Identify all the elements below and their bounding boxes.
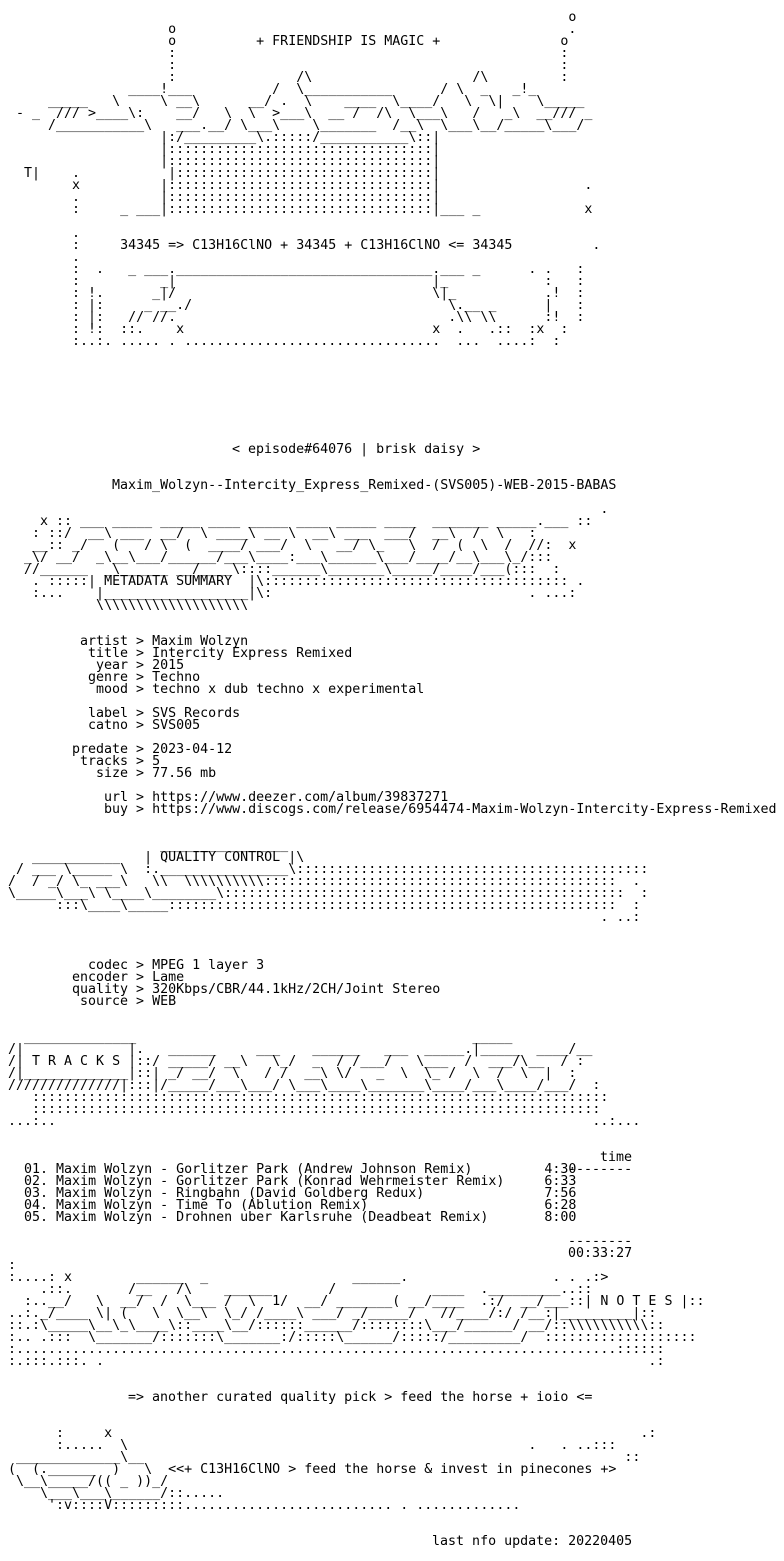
notes-line [96,1380,592,1416]
last-update-line [400,1524,632,1560]
track-number: 01. [24,1162,49,1177]
header-art-line: : . _ ___.________________________________.___ _ . . : [8,262,585,277]
quality-field-row [64,996,440,1008]
footer-ascii-art [8,1428,656,1512]
notes-banner-line: :.. .::: \_______/:::::::\_______:/:::::\______/:::::/_________/ ::::::::::::::::::: [8,1330,697,1345]
track-time: 7:56 [544,1186,577,1201]
metadata-fields [64,636,776,816]
metadata-field-row [64,720,776,732]
quality-banner-line: / / _/ \_ ___\ \\ \\\\\\\\\\:::::::::::::::::::::::::::::::::::::::::::: . [8,874,641,889]
track-list [24,1164,576,1224]
header-art-line: : : [8,58,569,73]
metadata-field-separator: > [128,790,153,805]
track-time: 8:00 [544,1210,577,1225]
header-art-line: : !. _|/ \|_ .! : [8,286,585,301]
footer-art-line: \___\___\______/::..... [8,1486,225,1501]
notes-banner-line: ..:._/____ \| ( \ \__\ \_/ /____\ ___/ _/_____/ //____/:/ /__:|_________|:: [8,1306,657,1321]
metadata-field-row [64,768,776,780]
quality-fields [64,960,440,1008]
quality-field-separator: > [128,994,153,1009]
header-art-line: : /\ /\ : [8,70,569,85]
metadata-field-value: 2015 [152,658,185,673]
tracks-banner-line: ::::::::::::::::::::::::::::::::::::::::::::::::::::::::::::::::::::::: [8,1102,601,1117]
metadata-field-label: title [88,646,129,661]
metadata-field-separator: > [128,802,153,817]
metadata-banner-line: //______ _\______ __/____\::::______\_______\_____/____/___(::: : [8,562,561,577]
time-rule-bottom: -------- [568,1234,633,1249]
metadata-field-value[interactable]: https://www.discogs.com/release/6954474-Maxim-Wolzyn-Intercity-Express-Remixed [152,802,777,817]
quality-banner-line: ________________ [8,838,289,853]
track-number: 05. [24,1210,49,1225]
header-ascii-art [8,12,600,348]
metadata-field-label: size [96,766,129,781]
notes-banner [8,1260,704,1368]
release-line [80,468,616,504]
metadata-banner-line: _\/ __/ _\__\___/______/___\____:___\______\___/____/__\___\_/::: [8,550,553,565]
episode-line [200,432,480,468]
tracks-banner [8,1032,640,1128]
quality-field-label: encoder [71,970,129,985]
quality-banner-line: . ..: [8,910,641,925]
footer-art-line: :..... \ . . ..::: [8,1438,617,1453]
metadata-field-separator: > [128,658,153,673]
header-art-line: |:::::::::::::::::::::::::::::::::| [8,154,441,169]
metadata-field-separator: > [128,706,153,721]
metadata-field-value: 5 [152,754,161,769]
track-title: Maxim Wolzyn - Gorlitzer Park (Konrad Wehrmeister Remix) [56,1174,505,1189]
time-rule-top: -------- [568,1162,633,1177]
metadata-field-separator: > [128,766,153,781]
header-art-line: x |:::::::::::::::::::::::::::::::::| . [8,178,593,193]
quality-banner-line: \_____\___\ \____\________\:::::::::::::::::::::::::::::::::::::::::::::::::: : [8,886,649,901]
notes-banner-line: :...........................................................................:::::: [8,1342,665,1357]
quality-control-banner [8,840,648,924]
quality-banner-line: :::\____\_____:::::::::::::::::::::::::::::::::::::::::::::::::::::::: : [8,898,641,913]
metadata-banner-line: __:: _/ ( / \ ( ____/ ___/ \ __/ \_ \ / ( \ / //: x [8,538,577,553]
header-art-line: T| . |::::::::::::::::::::::::::::::::| [8,166,441,181]
metadata-field-label: predate [71,742,129,757]
header-art-line: : : [8,46,569,61]
tracks-banner-line: //////////////|:::|/_____/___\___/ \___\____\_______\____/___\____/___/ : [8,1078,601,1093]
track-number: 03. [24,1186,49,1201]
metadata-field-label: tracks [79,754,129,769]
metadata-field-value: 2023-04-12 [152,742,233,757]
metadata-field-label: artist [79,634,129,649]
metadata-banner-line: : ::/ __\ ___ __/ \ ____\ __ \ __\ ___ ___/ __\ / \ : [8,526,537,541]
header-art-line: o [8,10,577,25]
footer-art-line: : x .: [8,1426,657,1441]
tracks-banner-line: /|_____________|::| _/ __/ \ / / __\ \/ _ \ \_ / \ / \ | : [8,1066,577,1081]
metadata-summary-banner [8,504,608,612]
quality-field-label: source [79,994,129,1009]
header-art-line: |:::::::::::::::::::::::::::::::::| [8,142,441,157]
notes-text: => another curated quality pick > feed the horse + ioio <= [128,1390,593,1405]
tracks-banner-line: ...:.. ..:... [8,1114,641,1129]
tracks-banner-line: :::::::::::::::::::::::::::::::::::::::::::::::::::::::::::::::::::::::: [8,1090,609,1105]
track-time: 4:30 [544,1162,577,1177]
quality-banner-line: / ___ \_____ \ :.________________\:::::::::::::::::::::::::::::::::::::::::::: [8,862,649,877]
release-name: Maxim_Wolzyn--Intercity_Express_Remixed-(SVS005)-WEB-2015-BABAS [112,478,617,493]
quality-field-separator: > [128,982,153,997]
metadata-field-label: label [88,706,129,721]
quality-field-separator: > [128,970,153,985]
header-art-line [8,216,600,228]
metadata-banner-line: \\\\\\\\\\\\\\\\\\\ [8,598,249,613]
track-number: 02. [24,1174,49,1189]
metadata-field-separator: > [128,646,153,661]
header-art-line: - _ /// >____\: __/ \ \ >___\ __ / /\ \___\ / _\ __/// _ [8,106,593,121]
metadata-field-separator: > [128,634,153,649]
time-column-header: time [600,1150,633,1165]
metadata-field-value: Intercity Express Remixed [152,646,353,661]
header-art-line: /___________\ ___.__/ \___\ \_______ /__\ \___\__/_____\___/ [8,118,585,133]
track-number: 04. [24,1198,49,1213]
episode-text: < episode#64076 | brisk daisy > [232,442,481,457]
track-row [24,1212,576,1224]
header-art-line: : !: ::. x x . .:: :x : [8,322,569,337]
quality-field-label: codec [88,958,129,973]
header-art-line: ____!___ / \___________ / \ _ _!_ [8,82,537,97]
metadata-field-label: mood [96,682,129,697]
metadata-field-value: techno x dub techno x experimental [152,682,425,697]
footer-art-line: ( (.______ ) \ <<+ C13H16ClNO > feed the horse & invest in pinecones +> [8,1462,617,1477]
metadata-field-value: Techno [152,670,201,685]
tracks-banner-line: /| T R A C K S |::/ _____/ __\ \_/ _ / /___/ \___ / ___/\__ / : [8,1054,585,1069]
quality-field-value: Lame [152,970,185,985]
metadata-field-row [64,804,776,816]
header-art-line: :..:. ..... . ................................ ... ....: : [8,334,561,349]
notes-banner-line: :....: x ______ _ ______. . . .:> [8,1270,609,1285]
tracks-banner-line: ______________ _____ [8,1030,513,1045]
metadata-field-separator: > [128,682,153,697]
footer-art-line: _____________\__ :: [8,1450,641,1465]
track-time: 6:28 [544,1198,577,1213]
header-art-line: . [8,226,81,241]
metadata-field-row [64,744,776,756]
quality-banner-line: ___________ | QUALITY CONTROL |\ [8,850,305,865]
header-art-line: |:/_________\.:::::/___________\::| [8,130,441,145]
notes-banner-line: ::.:\_____\__\_\____\::____\__/::::::______/::::::::\___/______/ __/::\\\\\\\\\\:: [8,1318,665,1333]
metadata-field-value: SVS Records [152,706,241,721]
metadata-field-value: SVS005 [152,718,201,733]
track-time: 6:33 [544,1174,577,1189]
header-art-line: : _| |_ : : [8,274,585,289]
notes-banner-line: : [8,1258,17,1273]
metadata-field-separator: > [128,670,153,685]
metadata-banner-line: :... |__________________|\: . ...: [8,586,577,601]
metadata-field-label: catno [88,718,129,733]
header-art-line: : |: // //. .\\ \\ :! : [8,310,585,325]
metadata-banner-line: . [8,502,609,517]
metadata-field-value: 77.56 mb [152,766,217,781]
header-art-line: : _ ___|:::::::::::::::::::::::::::::::::|___ _ x [8,202,593,217]
track-title: Maxim Wolzyn - Gorlitzer Park (Andrew Johnson Remix) [56,1162,473,1177]
quality-field-separator: > [128,958,153,973]
total-time: 00:33:27 [568,1246,633,1261]
footer-art-line: \__\_____/(( _ ))_/ [8,1474,169,1489]
metadata-field-label: buy [104,802,129,817]
metadata-field-separator: > [128,718,153,733]
last-update-text: last nfo update: 20220405 [432,1534,633,1549]
metadata-field-label: year [96,658,129,673]
metadata-field-row [64,684,776,696]
metadata-banner-line: x :: ___ _____ _____ ____ _____ ____ _____ ____ _______ _____.___ :: [8,514,593,529]
track-gap [48,1210,56,1225]
metadata-banner-line: . :::::| METADATA SUMMARY |\:::::::::::::::::::::::::::::::::::::: . [8,574,585,589]
quality-field-value: MPEG 1 layer 3 [152,958,265,973]
header-art-line: o . [8,22,577,37]
notes-banner-line: :..__/ \ __/ / \___ / \ 1/ __/ _______( __/____ .:/ __/___::| N O T E S |:: [8,1294,705,1309]
header-art-line: . |:::::::::::::::::::::::::::::::::| [8,190,441,205]
metadata-field-value[interactable]: https://www.deezer.com/album/39837271 [152,790,449,805]
quality-field-value: 320Kbps/CBR/44.1kHz/2CH/Joint Stereo [152,982,441,997]
metadata-field-label: genre [88,670,129,685]
track-title: Maxim Wolzyn - Ringbahn (David Goldberg Redux) [56,1186,425,1201]
header-art-line: o + FRIENDSHIP IS MAGIC + o [8,34,569,49]
track-title: Maxim Wolzyn - Drohnen uber Karlsruhe (Deadbeat Remix) [56,1210,489,1225]
track-title: Maxim Wolzyn - Time To (Ablution Remix) [56,1198,369,1213]
header-art-line: : |: _ __./ \.__ _ | : [8,298,585,313]
metadata-field-separator: > [128,754,153,769]
metadata-field-label: url [104,790,129,805]
header-art-line: _____ \ \ __\ __/ . \ ____ \____/ \ \| \_____ [8,94,585,109]
tracks-banner-line: /| |. ______ ___ ______ ___ _____.|_____ ____/__ [8,1042,593,1057]
metadata-field-separator: > [128,742,153,757]
footer-art-line: ':v::::V:::::::::.......................... . ............. [8,1498,521,1513]
metadata-field-value: Maxim Wolzyn [152,634,249,649]
notes-banner-line: :.:::.:::. . .: [8,1354,665,1369]
quality-field-label: quality [71,982,129,997]
header-art-line: : 34345 => C13H16ClNO + 34345 + C13H16ClNO <= 34345 . [8,238,601,253]
quality-field-value: WEB [152,994,177,1009]
header-art-line: . [8,250,81,265]
notes-banner-line: .::. /__ /\ ______ / ____ ._________..:: [8,1282,593,1297]
